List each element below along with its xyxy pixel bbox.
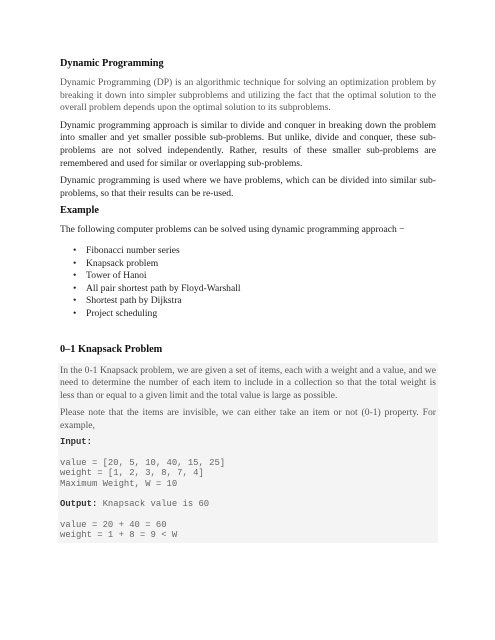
section-title-dynamic-programming: Dynamic Programming <box>60 58 164 69</box>
paragraph-knapsack-definition: In the 0-1 Knapsack problem, we are given a set of items, each with a weight and a value, and we need to determine the number of each item to include in a collection so that the total weight is less than or equal to a given limit and the total value is large as possible. <box>60 364 436 401</box>
code-line-weight: weight = [1, 2, 3, 8, 7, 4] <box>60 468 204 479</box>
paragraph-example-intro: The following computer problems can be solved using dynamic programming approach − <box>60 224 405 236</box>
code-line-result-weight: weight = 1 + 8 = 9 < W <box>60 529 178 540</box>
section-title-knapsack: 0–1 Knapsack Problem <box>60 343 163 355</box>
paragraph-dp-definition: Dynamic Programming (DP) is an algorithmic technique for solving an optimization problem by breaking it down into simpler subproblems and utilizing the fact that the optimal solution to the overall problem depends upon the optimal solution to its subproblems. <box>60 77 436 114</box>
code-line-max-weight: Maximum Weight, W = 10 <box>60 478 178 489</box>
document-content <box>60 58 436 543</box>
output-text: Knapsack value is 60 <box>97 499 210 510</box>
list-item: • Project scheduling <box>86 308 436 321</box>
problem-list <box>60 245 436 321</box>
list-item: • Shortest path by Dijkstra <box>86 295 436 308</box>
section-title-example: Example <box>60 205 99 217</box>
output-label: Output: <box>60 499 98 510</box>
code-line-value: value = [20, 5, 10, 40, 15, 25] <box>60 457 226 468</box>
code-block <box>60 437 436 540</box>
list-item: • All pair shortest path by Floyd-Warshall <box>86 283 436 296</box>
paragraph-dp-usage: Dynamic programming is used where we have problems, which can be divided into similar sub-problems, so that their results can be re-used. <box>60 175 436 199</box>
code-line-result-value: value = 20 + 40 = 60 <box>60 519 167 530</box>
list-item: • Fibonacci number series <box>86 245 436 258</box>
paragraph-dp-approach: Dynamic programming approach is similar to divide and conquer in breaking down the problem into smaller and yet smaller possible sub-problems. But unlike, divide and conquer, these sub-problems are not solved independently. Rather, results of these smaller sub-problems are remembered and used for similar or overlapping sub-problems. <box>60 119 436 169</box>
paragraph-knapsack-note: Please note that the items are invisible, we can either take an item or not (0-1) property. For example, <box>60 407 436 431</box>
input-label: Input: <box>60 437 92 448</box>
knapsack-shaded-block <box>58 363 438 544</box>
list-item: • Knapsack problem <box>86 258 436 271</box>
output-line <box>60 499 436 509</box>
list-item: • Tower of Hanoi <box>86 270 436 283</box>
